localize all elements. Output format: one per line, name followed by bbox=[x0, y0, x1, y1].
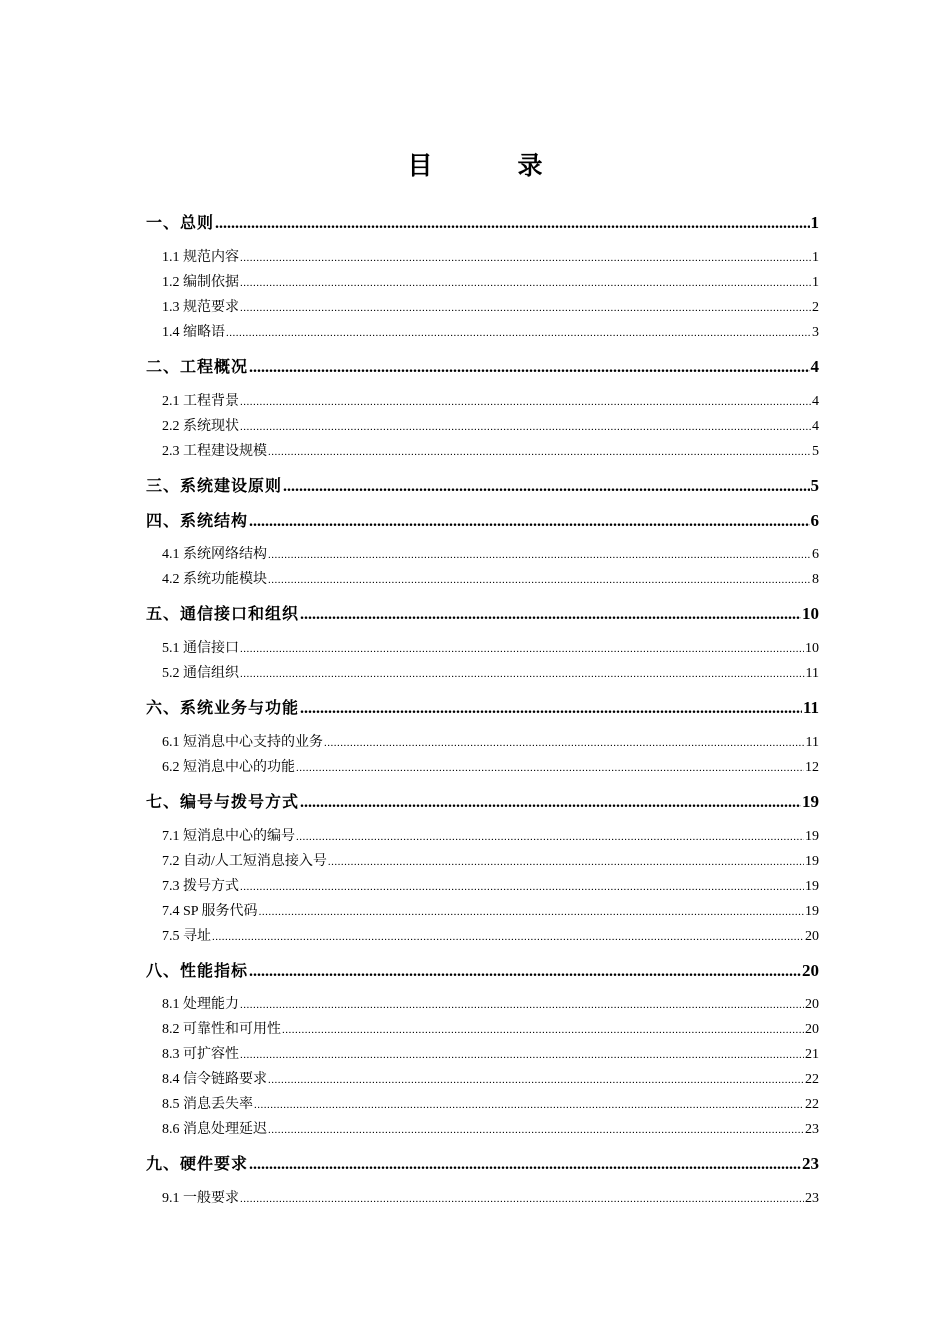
toc-entry-title: 1.1 规范内容 bbox=[162, 250, 239, 265]
toc-page-number: 10 bbox=[802, 604, 819, 623]
toc-entry-title: 8.6 消息处理延迟 bbox=[162, 1122, 267, 1137]
toc-entry-title: 8.5 消息丢失率 bbox=[162, 1097, 253, 1112]
toc-dot-leader bbox=[259, 906, 804, 918]
toc-dot-leader bbox=[300, 698, 802, 718]
toc-section-entry[interactable] bbox=[162, 246, 819, 266]
toc-dot-leader bbox=[240, 396, 811, 408]
toc-section-entry[interactable] bbox=[162, 390, 819, 410]
toc-section-entry[interactable] bbox=[162, 875, 819, 895]
toc-section-entry[interactable] bbox=[162, 440, 819, 460]
toc-dot-leader bbox=[226, 327, 811, 339]
toc-section-entry[interactable] bbox=[162, 296, 819, 316]
toc-page-number: 11 bbox=[802, 698, 819, 717]
toc-page-number: 10 bbox=[805, 641, 819, 656]
toc-page-number: 11 bbox=[805, 735, 819, 750]
toc-dot-leader bbox=[240, 881, 804, 893]
toc-entry-title: 八、性能指标 bbox=[146, 961, 249, 980]
toc-section-entry[interactable] bbox=[162, 543, 819, 563]
toc-page-number: 2 bbox=[812, 300, 819, 315]
toc-dot-leader bbox=[249, 1154, 801, 1174]
toc-entry-title: 7.3 拨号方式 bbox=[162, 879, 239, 894]
toc-chapter-entry[interactable] bbox=[146, 695, 819, 718]
toc-entry-title: 6.2 短消息中心的功能 bbox=[162, 760, 295, 775]
toc-page-number: 21 bbox=[805, 1047, 819, 1062]
toc-section-entry[interactable] bbox=[162, 321, 819, 341]
toc-dot-leader bbox=[296, 831, 804, 843]
toc-page-number: 22 bbox=[805, 1097, 819, 1112]
toc-section-entry[interactable] bbox=[162, 1068, 819, 1088]
toc-entry-title: 2.1 工程背景 bbox=[162, 394, 239, 409]
toc-chapter-entry[interactable] bbox=[146, 473, 819, 496]
toc-dot-leader bbox=[268, 1124, 804, 1136]
toc-dot-leader bbox=[240, 421, 811, 433]
toc-chapter-entry[interactable] bbox=[146, 958, 819, 981]
toc-entry-title: 5.1 通信接口 bbox=[162, 641, 239, 656]
toc-entry-title: 5.2 通信组织 bbox=[162, 666, 239, 681]
toc-page-number: 11 bbox=[805, 666, 819, 681]
toc-page-number: 4 bbox=[812, 419, 819, 434]
toc-section-entry[interactable] bbox=[162, 637, 819, 657]
toc-page-number: 23 bbox=[805, 1191, 819, 1206]
toc-page-number: 5 bbox=[810, 476, 819, 495]
toc-entry-title: 7.5 寻址 bbox=[162, 929, 211, 944]
toc-dot-leader bbox=[268, 1074, 804, 1086]
toc-entry-title: 一、总则 bbox=[146, 213, 215, 232]
toc-dot-leader bbox=[282, 1024, 804, 1036]
toc-dot-leader bbox=[240, 277, 811, 289]
toc-entry-title: 8.1 处理能力 bbox=[162, 997, 239, 1012]
toc-entry-title: 7.4 SP 服务代码 bbox=[162, 904, 258, 919]
toc-section-entry[interactable] bbox=[162, 825, 819, 845]
toc-entry-title: 8.4 信令链路要求 bbox=[162, 1072, 267, 1087]
toc-dot-leader bbox=[249, 511, 809, 531]
toc-entry-title: 4.1 系统网络结构 bbox=[162, 547, 267, 562]
toc-page-number: 1 bbox=[810, 213, 819, 232]
toc-page-number: 20 bbox=[805, 1022, 819, 1037]
toc-section-entry[interactable] bbox=[162, 1018, 819, 1038]
toc-page-number: 6 bbox=[812, 547, 819, 562]
toc-page-number: 23 bbox=[802, 1154, 819, 1173]
toc-entry-title: 6.1 短消息中心支持的业务 bbox=[162, 735, 323, 750]
toc-entry-title: 2.2 系统现状 bbox=[162, 419, 239, 434]
toc-chapter-entry[interactable] bbox=[146, 508, 819, 531]
toc-dot-leader bbox=[240, 302, 811, 314]
toc-dot-leader bbox=[268, 574, 811, 586]
toc-dot-leader bbox=[283, 476, 809, 496]
toc-page-number: 20 bbox=[802, 961, 819, 980]
toc-entry-title: 三、系统建设原则 bbox=[146, 476, 283, 495]
toc-dot-leader bbox=[240, 1049, 804, 1061]
toc-dot-leader bbox=[240, 252, 811, 264]
toc-page-number: 5 bbox=[812, 444, 819, 459]
toc-section-entry[interactable] bbox=[162, 993, 819, 1013]
toc-entry-title: 7.2 自动/人工短消息接入号 bbox=[162, 854, 327, 869]
toc-page-number: 23 bbox=[805, 1122, 819, 1137]
toc-entry-title: 1.4 缩略语 bbox=[162, 325, 225, 340]
toc-section-entry[interactable] bbox=[162, 415, 819, 435]
toc-dot-leader bbox=[268, 446, 811, 458]
toc-section-entry[interactable] bbox=[162, 850, 819, 870]
toc-entry-title: 四、系统结构 bbox=[146, 511, 249, 530]
toc-section-entry[interactable] bbox=[162, 662, 819, 682]
toc-chapter-entry[interactable] bbox=[146, 210, 819, 233]
toc-entry-title: 二、工程概况 bbox=[146, 357, 249, 376]
toc-page-number: 4 bbox=[812, 394, 819, 409]
toc-entry-title: 8.2 可靠性和可用性 bbox=[162, 1022, 281, 1037]
toc-dot-leader bbox=[215, 213, 809, 233]
toc-page-number: 19 bbox=[802, 792, 819, 811]
toc-entry-title: 五、通信接口和组织 bbox=[146, 604, 300, 623]
toc-section-entry[interactable] bbox=[162, 1093, 819, 1113]
toc-chapter-entry[interactable] bbox=[146, 1151, 819, 1174]
toc-section-entry[interactable] bbox=[162, 568, 819, 588]
toc-entry-title: 9.1 一般要求 bbox=[162, 1191, 239, 1206]
toc-section-entry[interactable] bbox=[162, 756, 819, 776]
toc-dot-leader bbox=[240, 643, 804, 655]
toc-section-entry[interactable] bbox=[162, 271, 819, 291]
toc-section-entry[interactable] bbox=[162, 900, 819, 920]
toc-page-number: 6 bbox=[810, 511, 819, 530]
toc-section-entry[interactable] bbox=[162, 1187, 819, 1207]
toc-page-number: 1 bbox=[812, 250, 819, 265]
toc-dot-leader bbox=[240, 1193, 804, 1205]
toc-page-number: 20 bbox=[805, 997, 819, 1012]
toc-page-number: 19 bbox=[805, 829, 819, 844]
toc-entry-title: 九、硬件要求 bbox=[146, 1154, 249, 1173]
toc-dot-leader bbox=[296, 762, 804, 774]
toc-chapter-entry[interactable] bbox=[146, 354, 819, 377]
toc-dot-leader bbox=[254, 1099, 804, 1111]
toc-dot-leader bbox=[212, 931, 804, 943]
toc-entry-title: 2.3 工程建设规模 bbox=[162, 444, 267, 459]
toc-entry-title: 1.3 规范要求 bbox=[162, 300, 239, 315]
toc-page-number: 20 bbox=[805, 929, 819, 944]
toc-page-number: 12 bbox=[805, 760, 819, 775]
toc-page-number: 19 bbox=[805, 879, 819, 894]
toc-page-number: 1 bbox=[812, 275, 819, 290]
toc-page-number: 19 bbox=[805, 904, 819, 919]
toc-page-number: 8 bbox=[812, 572, 819, 587]
toc-dot-leader bbox=[240, 668, 805, 680]
toc-section-entry[interactable] bbox=[162, 1043, 819, 1063]
toc-section-entry[interactable] bbox=[162, 731, 819, 751]
toc-entry-title: 7.1 短消息中心的编号 bbox=[162, 829, 295, 844]
toc-page-number: 3 bbox=[812, 325, 819, 340]
toc-entry-title: 六、系统业务与功能 bbox=[146, 698, 300, 717]
toc-page-number: 22 bbox=[805, 1072, 819, 1087]
toc-dot-leader bbox=[300, 792, 801, 812]
toc-dot-leader bbox=[249, 357, 809, 377]
toc-dot-leader bbox=[240, 999, 804, 1011]
toc-entry-title: 8.3 可扩容性 bbox=[162, 1047, 239, 1062]
toc-dot-leader bbox=[328, 856, 804, 868]
toc-dot-leader bbox=[324, 737, 805, 749]
toc-dot-leader bbox=[249, 961, 801, 981]
page-title: 目 录 bbox=[407, 151, 573, 180]
toc-chapter-entry[interactable] bbox=[146, 601, 819, 624]
toc-section-entry[interactable] bbox=[162, 925, 819, 945]
toc-dot-leader bbox=[268, 549, 811, 561]
toc-entry-title: 1.2 编制依据 bbox=[162, 275, 239, 290]
toc-page-number: 19 bbox=[805, 854, 819, 869]
toc-entry-title: 七、编号与拨号方式 bbox=[146, 792, 300, 811]
toc-entry-title: 4.2 系统功能模块 bbox=[162, 572, 267, 587]
toc-page-number: 4 bbox=[810, 357, 819, 376]
toc-chapter-entry[interactable] bbox=[146, 789, 819, 812]
toc-section-entry[interactable] bbox=[162, 1118, 819, 1138]
toc-dot-leader bbox=[300, 604, 801, 624]
